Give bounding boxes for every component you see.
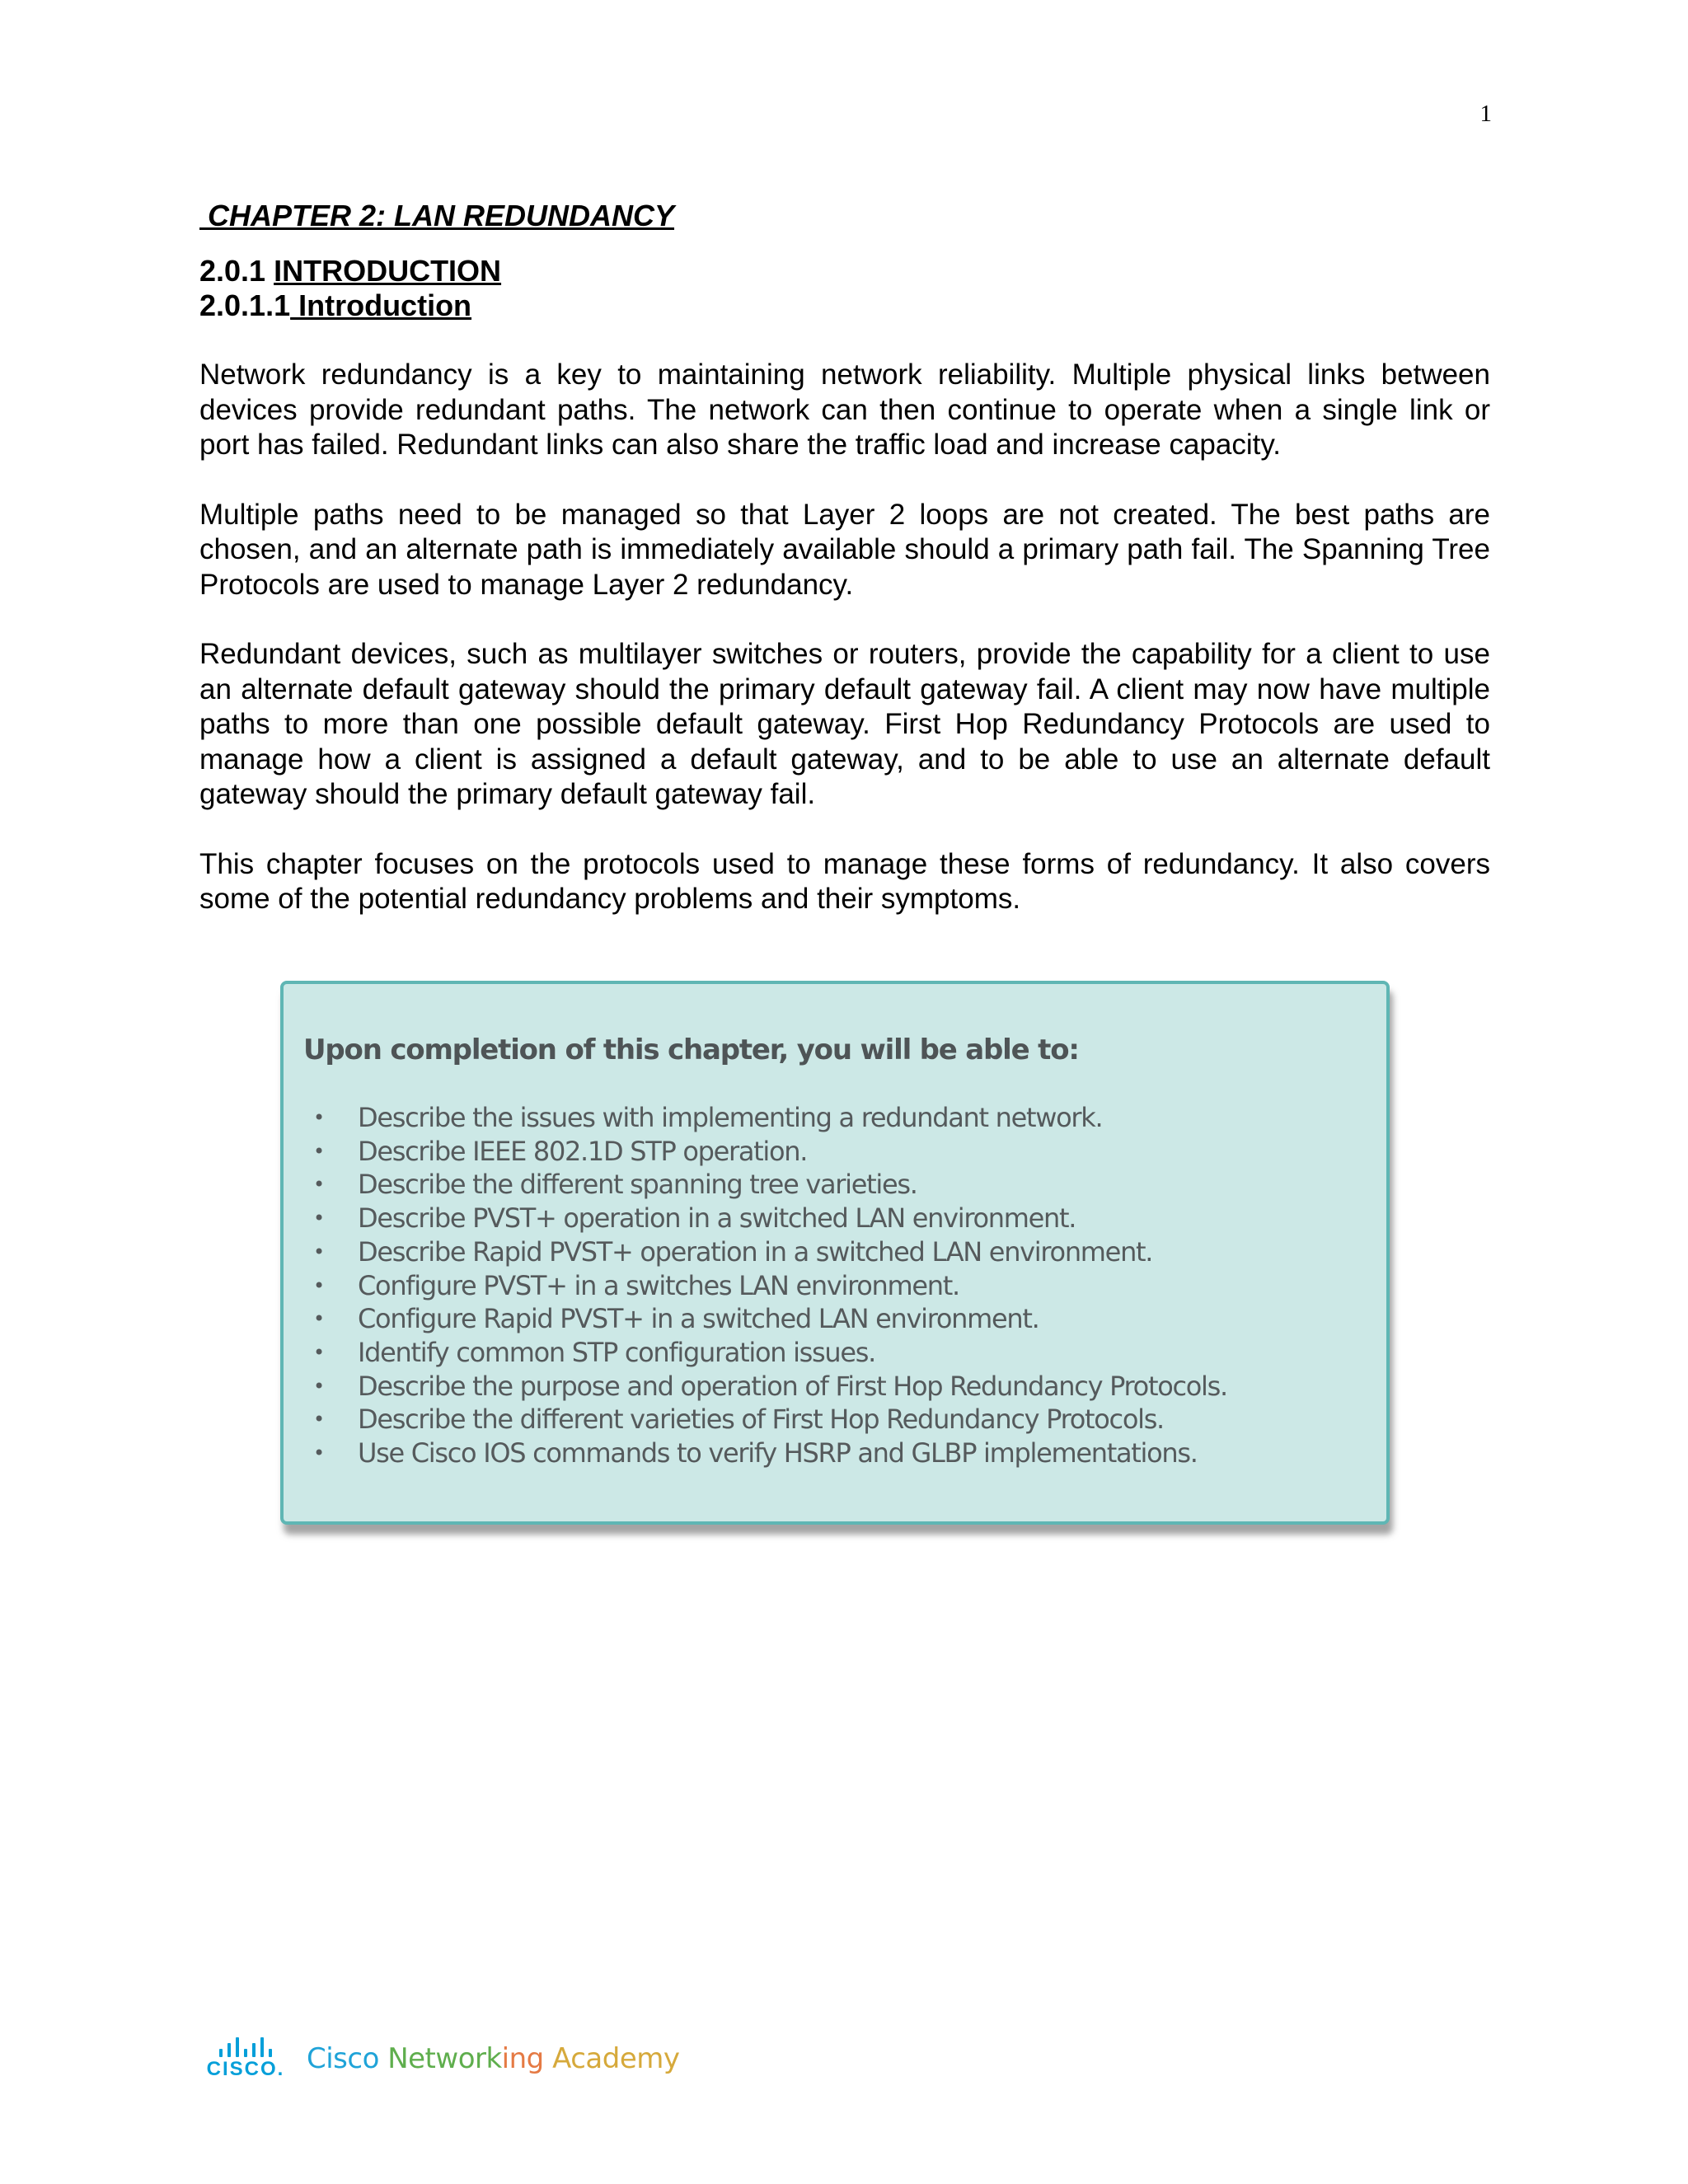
cisco-wordmark: CISCO. — [206, 2058, 285, 2080]
cisco-networking-academy-logo — [206, 2034, 680, 2083]
objective-text: Describe Rapid PVST+ operation in a switched LAN environment. — [358, 1235, 1153, 1268]
cisco-bars-icon — [219, 2037, 272, 2057]
objective-item — [303, 1403, 1227, 1436]
objective-text: Describe IEEE 802.1D STP operation. — [358, 1135, 808, 1167]
objective-text: Describe PVST+ operation in a switched LAN environment. — [358, 1202, 1076, 1235]
logo-text-part: Academy — [552, 2042, 680, 2075]
section-heading — [199, 254, 1490, 288]
logo-text-part: Network — [387, 2042, 502, 2075]
objective-text: Configure Rapid PVST+ in a switched LAN environment. — [358, 1303, 1039, 1335]
page-number: 1 — [1479, 101, 1492, 127]
objective-text: Describe the issues with implementing a redundant network. — [358, 1102, 1103, 1133]
subsection-heading — [199, 288, 1490, 323]
bullet-icon: • — [313, 1340, 324, 1364]
bullet-icon: • — [313, 1307, 324, 1331]
objective-item — [303, 1370, 1227, 1404]
paragraph: This chapter focuses on the protocols used to manage these forms of redundancy. It also covers some of the potential redundancy problems and their symptoms. — [199, 847, 1490, 915]
objective-item — [303, 1269, 1227, 1303]
objective-text: Identify common STP configuration issues. — [358, 1336, 876, 1368]
bullet-icon: • — [313, 1408, 324, 1432]
bullet-icon: • — [313, 1173, 324, 1197]
objective-item — [303, 1202, 1227, 1235]
paragraph: Network redundancy is a key to maintaining network reliability. Multiple physical links between devices provide redundant paths. The network can then continue to operate when a single link or port has failed. Redundant links can also share the traffic load and increase capacity. — [199, 359, 1490, 461]
objectives-heading: Upon completion of this chapter, you will be able to: — [303, 1033, 1079, 1066]
document-body — [199, 198, 1490, 917]
objective-item — [303, 1336, 1227, 1370]
bullet-icon: • — [313, 1240, 324, 1263]
objective-item — [303, 1235, 1227, 1269]
paragraph: Redundant devices, such as multilayer switches or routers, provide the capability for a client to use an alternate default gateway should the primary default gateway fail. A client may now have multiple paths to more than one possible default gateway. First Hop Redundancy Protocols are used to manage how a client is assigned a default gateway, and to be able to use an alternate default gateway should the primary default gateway fail. — [199, 638, 1490, 810]
section-title: INTRODUCTION — [274, 254, 502, 288]
bullet-icon: • — [313, 1207, 324, 1230]
section-number: 2.0.1 — [199, 254, 274, 288]
subsection-title: Introduction — [290, 288, 472, 322]
objective-text: Use Cisco IOS commands to verify HSRP and GLBP implementations. — [358, 1437, 1198, 1469]
logo-text-part: ing — [501, 2042, 553, 2075]
subsection-number: 2.0.1.1 — [199, 288, 291, 322]
bullet-icon: • — [313, 1273, 324, 1297]
bullet-icon: • — [313, 1374, 324, 1398]
objective-item — [303, 1101, 1227, 1135]
logo-text-part: Cisco — [307, 2042, 388, 2075]
objective-item — [303, 1302, 1227, 1336]
cisco-logo-icon — [206, 2037, 285, 2080]
objective-item — [303, 1168, 1227, 1202]
chapter-objectives-box — [280, 981, 1390, 1525]
objective-item — [303, 1135, 1227, 1169]
chapter-title: CHAPTER 2: LAN REDUNDANCY — [199, 199, 675, 232]
bullet-icon: • — [313, 1441, 324, 1465]
objective-item — [303, 1436, 1227, 1470]
academy-wordmark — [307, 2042, 680, 2075]
objective-text: Describe the different spanning tree varieties. — [358, 1169, 917, 1201]
objective-text: Describe the purpose and operation of First Hop Redundancy Protocols. — [358, 1370, 1227, 1402]
bullet-icon: • — [313, 1139, 324, 1163]
objective-text: Configure PVST+ in a switches LAN environment. — [358, 1269, 959, 1301]
paragraph: Multiple paths need to be managed so that Layer 2 loops are not created. The best paths are chosen, and an alternate path is immediately available should a primary path fail. The Spanning Tree Protocols are used to manage Layer 2 redundancy. — [199, 498, 1490, 601]
objective-text: Describe the different varieties of First Hop Redundancy Protocols. — [358, 1404, 1164, 1436]
bullet-icon: • — [313, 1106, 324, 1129]
objectives-list — [303, 1101, 1227, 1470]
